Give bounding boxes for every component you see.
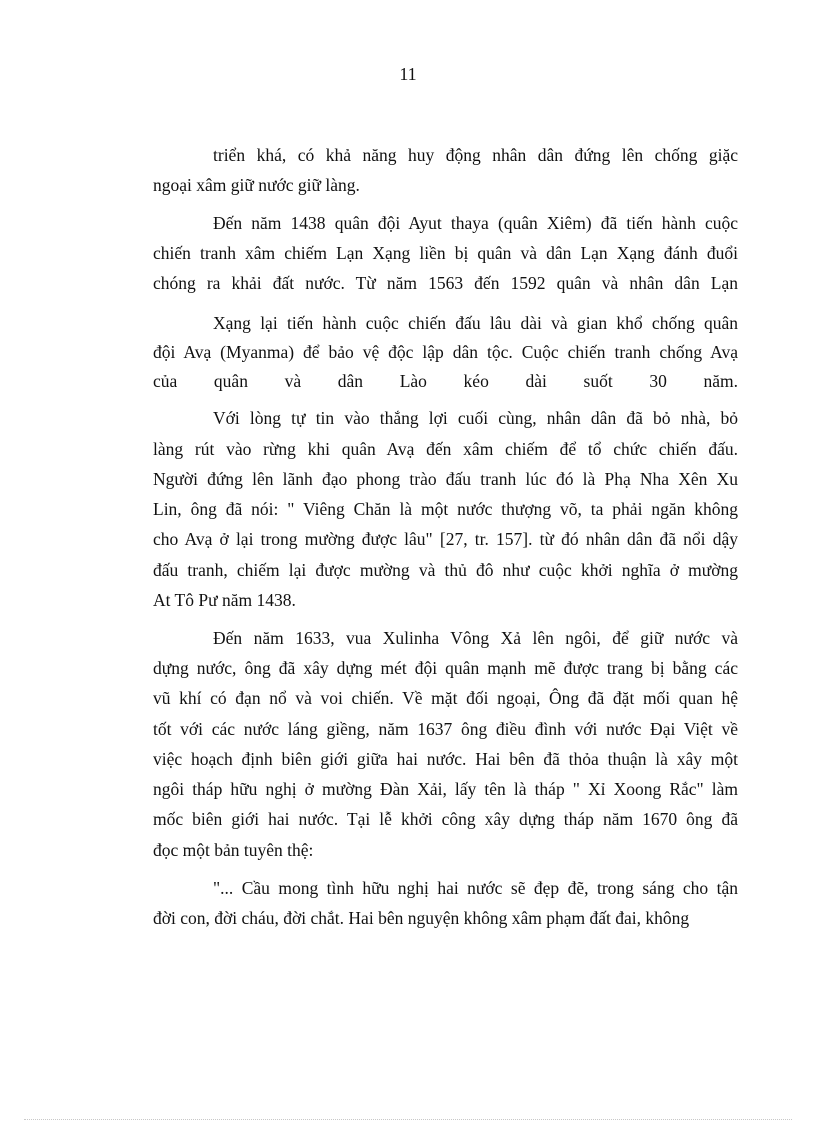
text-line-12: Lin, ông đã nói: " Viêng Chăn là một nước thượng võ, ta phải ngăn không (153, 499, 738, 519)
text-line-8: của quân và dân Lào kéo dài suốt 30 năm. (153, 371, 738, 391)
text-line-21: ngôi tháp hữu nghị ở mường Đàn Xải, lấy tên là tháp " Xỉ Xoong Rắc" làm (153, 779, 738, 799)
text-line-22: mốc biên giới hai nước. Tại lễ khởi công xây dựng tháp năm 1670 ông đã (153, 809, 738, 829)
text-line-6: Xạng lại tiến hành cuộc chiến đấu lâu dài và gian khổ chống quân (213, 313, 738, 333)
text-line-25: đời con, đời cháu, đời chắt. Hai bên nguyện không xâm phạm đất đai, không (153, 908, 690, 928)
text-line-9: Với lòng tự tin vào thắng lợi cuối cùng, nhân dân đã bỏ nhà, bỏ (213, 408, 738, 428)
text-line-5: chóng ra khải đất nước. Từ năm 1563 đến 1592 quân và nhân dân Lạn (153, 273, 738, 293)
text-line-7: đội Avạ (Myanma) để bảo vệ độc lập dân tộc. Cuộc chiến tranh chống Avạ (153, 342, 738, 362)
text-line-18: vũ khí có đạn nổ và voi chiến. Về mặt đối ngoại, Ông đã đặt mối quan hệ (153, 688, 738, 708)
text-line-20: việc hoạch định biên giới giữa hai nước. Hai bên đã thỏa thuận là xây một (153, 749, 738, 769)
footer-dotted-rule (24, 1119, 792, 1120)
text-line-11: Người đứng lên lãnh đạo phong trào đấu tranh lúc đó là Phạ Nha Xên Xu (153, 469, 738, 489)
text-line-17: dựng nước, ông đã xây dựng mét đội quân mạnh mẽ được trang bị bằng các (153, 658, 738, 678)
text-line-3: Đến năm 1438 quân đội Ayut thaya (quân Xiêm) đã tiến hành cuộc (213, 213, 738, 233)
page-number: 11 (399, 64, 417, 84)
text-line-4: chiến tranh xâm chiếm Lạn Xạng liền bị quân và dân Lạn Xạng đánh đuổi (153, 243, 738, 263)
text-line-13: cho Avạ ở lại trong mường được lâu" [27, tr. 157]. từ đó nhân dân đã nổi dậy (153, 529, 738, 549)
text-line-14: đấu tranh, chiếm lại được mường và thủ đô như cuộc khởi nghĩa ở mường (153, 560, 738, 580)
text-line-23: đọc một bản tuyên thệ: (153, 840, 314, 860)
text-line-15: At Tô Pư năm 1438. (153, 590, 296, 610)
text-line-10: làng rút vào rừng khi quân Avạ đến xâm chiếm để tổ chức chiến đấu. (153, 439, 738, 459)
text-line-16: Đến năm 1633, vua Xulinha Vông Xả lên ngôi, để giữ nước và (213, 628, 738, 648)
text-line-24: "... Cầu mong tình hữu nghị hai nước sẽ đẹp đẽ, trong sáng cho tận (213, 878, 738, 898)
text-line-1: triển khá, có khả năng huy động nhân dân đứng lên chống giặc (213, 145, 738, 165)
text-line-2: ngoại xâm giữ nước giữ làng. (153, 175, 360, 195)
text-line-19: tốt với các nước láng giềng, năm 1637 ông điều đình với nước Đại Việt về (153, 719, 738, 739)
